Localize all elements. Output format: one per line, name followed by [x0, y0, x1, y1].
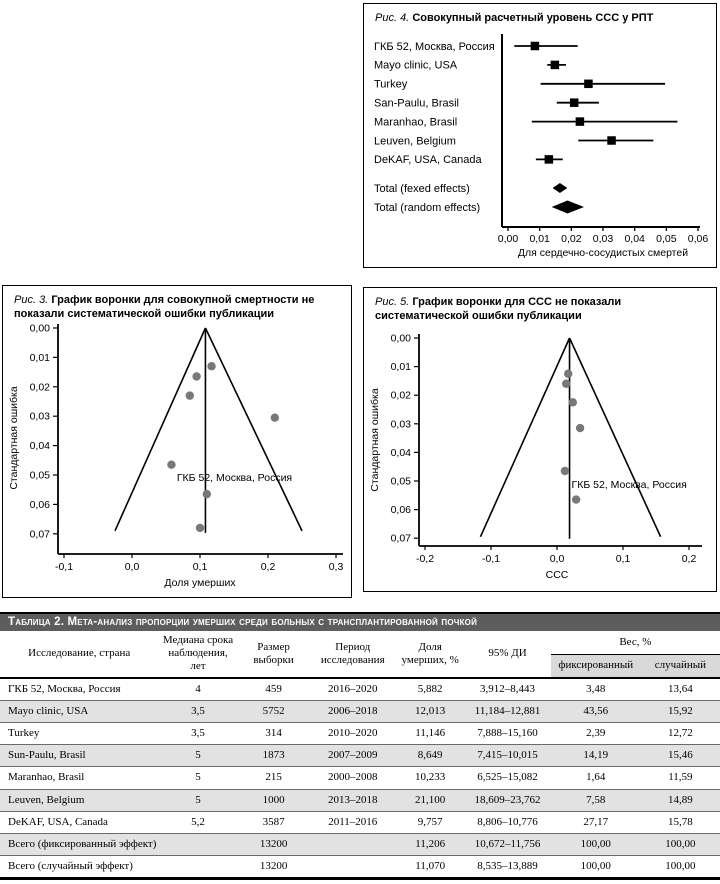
x-tick-label: -0,2 — [415, 553, 435, 565]
cell-value: 2013–2018 — [328, 793, 378, 806]
cell-value: 9,757 — [417, 815, 443, 828]
x-tick-label: 0,0 — [549, 553, 565, 565]
col-header-died-pct: Доля умерших, % — [401, 640, 459, 666]
y-tick-label: 0,04 — [29, 440, 50, 453]
x-tick-label: 0,0 — [124, 561, 140, 573]
funnel-plot-canvas-mortality — [3, 286, 350, 596]
cell-value — [158, 833, 237, 855]
funnel-point — [561, 467, 569, 475]
study-label: San-Paulu, Brasil — [374, 97, 459, 110]
x-axis-label: ССС — [545, 569, 569, 581]
y-tick-label: 0,06 — [390, 504, 411, 517]
point-estimate-square — [531, 42, 540, 51]
x-tick-label: 0,00 — [497, 233, 519, 245]
y-tick-label: 0,05 — [29, 469, 50, 482]
study-label: DeKAF, USA, Canada — [374, 154, 482, 167]
x-tick-label: 0,1 — [615, 553, 631, 565]
cell-value: 2016–2020 — [328, 682, 378, 695]
total-diamond — [552, 201, 584, 214]
cell-study: Sun-Paulu, Brasil — [8, 749, 86, 762]
figure-5-title-text: График воронки для ССС не показали систематической ошибки публикации — [375, 296, 622, 323]
figure-3-label: Рис. 3. — [14, 294, 49, 306]
x-tick-label: -0,1 — [481, 553, 501, 565]
cell-study: Всего (фиксированный эффект) — [8, 837, 157, 850]
col-header-weight-fixed: фиксированный — [551, 654, 641, 677]
figure-3-title-text: График воронки для совокупной смертности не показали систематической ошибки публикации — [14, 294, 315, 321]
y-tick-label: 0,01 — [29, 351, 50, 364]
y-tick-label: 0,01 — [390, 361, 411, 374]
x-tick-label: 0,01 — [529, 233, 550, 245]
table-row — [0, 678, 720, 701]
cell-value: 15,92 — [668, 704, 693, 717]
cell-value: 7,888–15,160 — [477, 726, 538, 739]
cell-value: 3,5 — [191, 704, 205, 717]
cell-value: 5 — [195, 793, 201, 806]
funnel-right-line — [570, 338, 661, 537]
table-row — [0, 856, 720, 879]
cell-value: 2007–2009 — [328, 749, 378, 762]
cell-value: 2011–2016 — [328, 815, 378, 828]
cell-study: Turkey — [8, 726, 40, 739]
cell-value: 8,806–10,776 — [477, 815, 538, 828]
cell-value: 6,525–15,082 — [477, 771, 538, 784]
cell-value: 11,070 — [415, 860, 446, 873]
figure-3-funnel-plot — [2, 285, 352, 598]
cell-value: 1000 — [262, 793, 285, 806]
total-diamond — [553, 183, 568, 193]
funnel-point — [564, 370, 572, 378]
funnel-point — [271, 413, 279, 421]
point-estimate-square — [570, 98, 579, 107]
y-axis-label: Стандартная ошибка — [369, 388, 381, 492]
cell-value: 215 — [265, 771, 282, 784]
funnel-point — [569, 398, 577, 406]
table-row — [0, 700, 720, 722]
point-estimate-square — [584, 80, 593, 89]
point-estimate-square — [545, 155, 554, 164]
study-label: Leuven, Belgium — [374, 135, 456, 148]
cell-study: Maranhao, Brasil — [8, 771, 85, 784]
cell-value: 14,19 — [583, 749, 609, 762]
funnel-point — [207, 362, 215, 370]
x-tick-label: -0,1 — [54, 561, 74, 573]
cell-study: Всего (случайный эффект) — [8, 860, 133, 873]
point-estimate-square — [551, 61, 560, 70]
cell-value: 5 — [195, 749, 201, 762]
x-tick-label: 0,1 — [192, 561, 208, 573]
col-header-sample-size: Размер выборки — [253, 640, 294, 666]
cell-value: 3,5 — [191, 726, 205, 739]
cell-value — [158, 856, 237, 879]
cell-value: 4 — [195, 682, 201, 695]
x-tick-label: 0,3 — [328, 561, 344, 573]
cell-value: 100,00 — [665, 860, 696, 873]
funnel-point — [186, 391, 194, 399]
col-header-weight-random: случайный — [641, 654, 720, 677]
col-header-median-followup: Медиана срока наблюдения, лет — [162, 634, 234, 673]
cell-value: 1,64 — [586, 771, 606, 784]
cell-value: 3,48 — [586, 682, 606, 695]
cell-value: 18,609–23,762 — [474, 793, 541, 806]
cell-value: 7,58 — [586, 793, 606, 806]
cell-value: 314 — [265, 726, 282, 739]
cell-value: 12,013 — [415, 704, 446, 717]
meta-analysis-table — [0, 631, 720, 880]
cell-value: 5752 — [262, 704, 285, 717]
cell-value: 8,535–13,889 — [477, 860, 538, 873]
figure-4-title-text: Совокупный расчетный уровень ССС у РПТ — [412, 12, 654, 24]
funnel-point — [576, 424, 584, 432]
cell-value: 13,64 — [668, 682, 693, 695]
y-tick-label: 0,03 — [29, 410, 50, 423]
figure-4-label: Рис. 4. — [375, 12, 410, 24]
col-header-period: Период исследования — [320, 640, 385, 666]
cell-value: 2010–2020 — [328, 726, 378, 739]
forest-plot-canvas — [364, 4, 715, 266]
cell-value: 5,882 — [417, 682, 443, 695]
x-tick-label: 0,2 — [681, 553, 697, 565]
x-axis-label: Для сердечно-сосудистых смертей — [517, 247, 689, 259]
cell-study: DeKAF, USA, Canada — [8, 815, 108, 828]
figure-4-forest-plot — [363, 3, 717, 268]
point-estimate-square — [607, 136, 616, 145]
table-header — [0, 631, 720, 678]
x-tick-label: 0,05 — [656, 233, 677, 245]
table-row — [0, 722, 720, 744]
table-row — [0, 789, 720, 811]
table-2-section — [0, 612, 720, 880]
cell-value: 14,89 — [668, 793, 693, 806]
study-label: Turkey — [374, 78, 408, 91]
table-row — [0, 833, 720, 855]
cell-value: 10,233 — [415, 771, 446, 784]
cell-value: 15,78 — [668, 815, 693, 828]
cell-value — [310, 833, 396, 855]
y-tick-label: 0,07 — [390, 532, 411, 545]
cell-value: 3,912–8,443 — [480, 682, 536, 695]
funnel-left-line — [480, 338, 569, 537]
cell-value: 15,46 — [668, 749, 693, 762]
cell-study: Leuven, Belgium — [8, 793, 85, 806]
cell-value: 459 — [265, 682, 282, 695]
y-tick-label: 0,00 — [390, 332, 411, 345]
y-tick-label: 0,07 — [29, 528, 50, 541]
cell-value: 1873 — [262, 749, 285, 762]
funnel-point — [167, 461, 175, 469]
table-row — [0, 811, 720, 833]
table-row — [0, 767, 720, 789]
x-tick-label: 0,2 — [260, 561, 276, 573]
x-tick-label: 0,06 — [687, 233, 709, 245]
y-tick-label: 0,06 — [29, 498, 50, 511]
cell-value: 12,72 — [668, 726, 693, 739]
point-annotation: ГКБ 52, Москва, Россия — [571, 479, 687, 492]
cell-value: 100,00 — [580, 837, 611, 850]
col-header-weight-group: Вес, % — [551, 631, 720, 654]
cell-value: 21,100 — [415, 793, 446, 806]
study-label: Mayo clinic, USA — [374, 59, 458, 72]
point-annotation: ГКБ 52, Москва, Россия — [176, 471, 293, 484]
cell-value: 10,672–11,756 — [474, 837, 541, 850]
study-label: Maranhao, Brasil — [374, 116, 458, 129]
y-tick-label: 0,02 — [390, 389, 411, 402]
cell-value: 5 — [195, 771, 201, 784]
y-tick-label: 0,04 — [390, 446, 411, 459]
table-2-title: Таблица 2. Мета-анализ пропорции умерших среди больных с трансплантированной почкой — [0, 612, 720, 631]
table-row — [0, 745, 720, 767]
total-label: Total (fexed effects) — [374, 182, 470, 195]
x-axis-label: Доля умерших — [164, 577, 236, 589]
cell-value: 13200 — [259, 837, 288, 850]
cell-value: 11,184–12,881 — [474, 704, 541, 717]
y-axis-label: Стандартная ошибка — [8, 386, 20, 490]
cell-value: 8,649 — [417, 749, 443, 762]
cell-value: 13200 — [259, 860, 288, 873]
y-tick-label: 0,02 — [29, 381, 50, 394]
point-estimate-square — [576, 117, 585, 126]
cell-value: 2000–2008 — [328, 771, 378, 784]
cell-value: 100,00 — [580, 860, 611, 873]
x-tick-label: 0,02 — [561, 233, 582, 245]
x-tick-label: 0,04 — [624, 233, 645, 245]
study-label: ГКБ 52, Москва, Россия — [374, 40, 495, 53]
cell-value: 100,00 — [665, 837, 696, 850]
cell-value — [310, 856, 396, 879]
table-body — [0, 678, 720, 879]
cell-value: 2006–2018 — [328, 704, 378, 717]
cell-value: 11,59 — [668, 771, 693, 784]
y-tick-label: 0,00 — [29, 322, 50, 335]
cell-value: 2,39 — [586, 726, 606, 739]
y-tick-label: 0,03 — [390, 418, 411, 431]
funnel-point — [203, 490, 211, 498]
funnel-right-line — [205, 328, 302, 531]
figure-5-funnel-plot — [363, 287, 717, 592]
cell-value: 43,56 — [583, 704, 609, 717]
cell-value: 27,17 — [583, 815, 609, 828]
cell-study: ГКБ 52, Москва, Россия — [8, 682, 121, 695]
funnel-point — [572, 495, 580, 503]
cell-value: 11,206 — [415, 837, 446, 850]
cell-value: 7,415–10,015 — [477, 749, 538, 762]
funnel-point — [196, 524, 204, 532]
cell-value: 5,2 — [191, 815, 205, 828]
funnel-point — [562, 380, 570, 388]
funnel-left-line — [115, 328, 205, 531]
total-label: Total (random effects) — [374, 201, 481, 214]
cell-study: Mayo clinic, USA — [8, 704, 89, 717]
cell-value: 11,146 — [415, 726, 446, 739]
col-header-ci: 95% ДИ — [488, 647, 527, 660]
y-tick-label: 0,05 — [390, 475, 411, 488]
funnel-plot-canvas-cvd — [364, 288, 715, 590]
figure-5-label: Рис. 5. — [375, 296, 410, 308]
col-header-study: Исследование, страна — [28, 647, 131, 660]
cell-value: 3587 — [262, 815, 285, 828]
x-tick-label: 0,03 — [592, 233, 614, 245]
funnel-point — [192, 372, 200, 380]
